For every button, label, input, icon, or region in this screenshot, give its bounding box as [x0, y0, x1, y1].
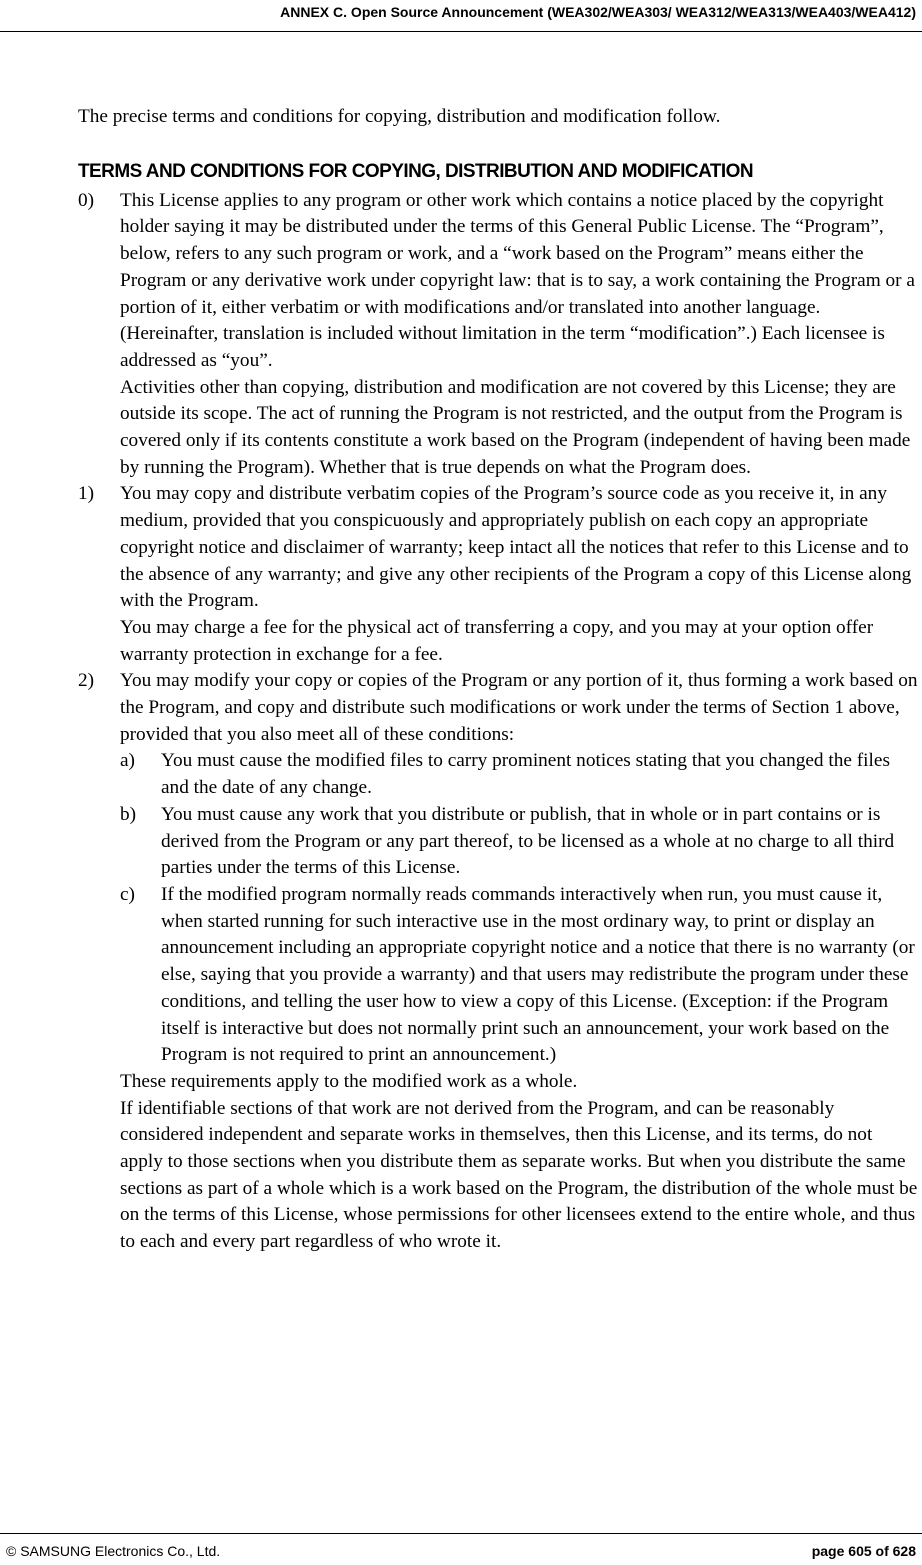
paragraph: You may modify your copy or copies of the Program or any portion of it, thus forming a work based on the Program, and copy and distribute such modifications or work under the terms of Section 1 above, provided that you also meet all of these conditions:: [120, 670, 918, 745]
footer-page-number: page 605 of 628: [811, 1543, 916, 1559]
section-body: [120, 668, 918, 1255]
paragraph: You may charge a fee for the physical act of transferring a copy, and you may at your option offer warranty protection in exchange for a fee.: [120, 616, 874, 665]
section-2: [78, 668, 918, 1255]
list-item-label: c): [120, 883, 135, 905]
page-header: [0, 0, 922, 32]
page-footer: [0, 1533, 922, 1565]
paragraph: You may copy and distribute verbatim copies of the Program’s source code as you receive it, in any medium, provided that you conspicuously and appropriately publish on each copy an appropriate copyright notice and disclaimer of warranty; keep intact all the notices that refer to this License and to the absence of any warranty; and give any other recipients of the Program a copy of this License along with the Program.: [120, 483, 912, 612]
paragraph: Activities other than copying, distribution and modification are not covered by this License; they are outside its scope. The act of running the Program is not restricted, and the output from the Program is covered only if its contents constitute a work based on the Program (independent of having been made by running the Program). Whether that is true depends on what the Program does.: [120, 376, 911, 478]
section-0: [78, 188, 918, 482]
list-item-text: You must cause the modified files to carry prominent notices stating that you changed the files and the date of any change.: [161, 750, 890, 799]
section-number: 0): [78, 189, 95, 211]
paragraph: If identifiable sections of that work are not derived from the Program, and can be reasonably considered independent and separate works in themselves, then this License, and its terms, do not apply to those sections when you distribute them as separate works. But when you distribute the same sections as part of a whole which is a work based on the Program, the distribution of the whole must be on the terms of this License, whose permissions for other licensees extend to the entire whole, and thus to each and every part regardless of who wrote it.: [120, 1097, 918, 1253]
header-title: ANNEX C. Open Source Announcement (WEA302/WEA303/ WEA312/WEA313/WEA403/WEA412): [280, 4, 916, 20]
intro-paragraph: The precise terms and conditions for copying, distribution and modification follow.: [78, 106, 721, 127]
list-item: [120, 802, 918, 882]
list-item-label: b): [120, 803, 137, 825]
list-item: [120, 882, 918, 1069]
section-body: [120, 481, 918, 668]
section-body: [120, 188, 918, 482]
document-body: [78, 104, 918, 1256]
paragraph: These requirements apply to the modified work as a whole.: [120, 1070, 578, 1092]
list-item: [120, 748, 918, 801]
paragraph: This License applies to any program or other work which contains a notice placed by the copyright holder saying it may be distributed under the terms of this General Public License. The “Program”, below, refers to any such program or work, and a “work based on the Program” means either the Program or any derivative work under copyright law: that is to say, a work containing the Program or a portion of it, either verbatim or with modifications and/or translated into another language.: [120, 189, 915, 318]
list-item-text: If the modified program normally reads commands interactively when run, you must cause it, when started running for such interactive use in the most ordinary way, to print or display an announcement including an appropriate copyright notice and a notice that there is no warranty (or else, saying that you provide a warranty) and that users may redistribute the program under these conditions, and telling the user how to view a copy of this License. (Exception: if the Program itself is interactive but does not normally print such an announcement, your work based on the Program is not required to print an announcement.): [161, 883, 915, 1066]
section-number: 2): [78, 670, 95, 692]
list-item-label: a): [120, 750, 135, 772]
section-number: 1): [78, 483, 95, 505]
footer-company: © SAMSUNG Electronics Co., Ltd.: [6, 1543, 221, 1559]
section-heading: TERMS AND CONDITIONS FOR COPYING, DISTRIBUTION AND MODIFICATION: [78, 160, 754, 182]
section-1: [78, 481, 918, 668]
paragraph: (Hereinafter, translation is included without limitation in the term “modification”.) Each licensee is addressed as “you”.: [120, 323, 885, 371]
list-item-text: You must cause any work that you distribute or publish, that in whole or in part contains or is derived from the Program or any part thereof, to be licensed as a whole at no charge to all third parties under the terms of this License.: [161, 803, 895, 879]
